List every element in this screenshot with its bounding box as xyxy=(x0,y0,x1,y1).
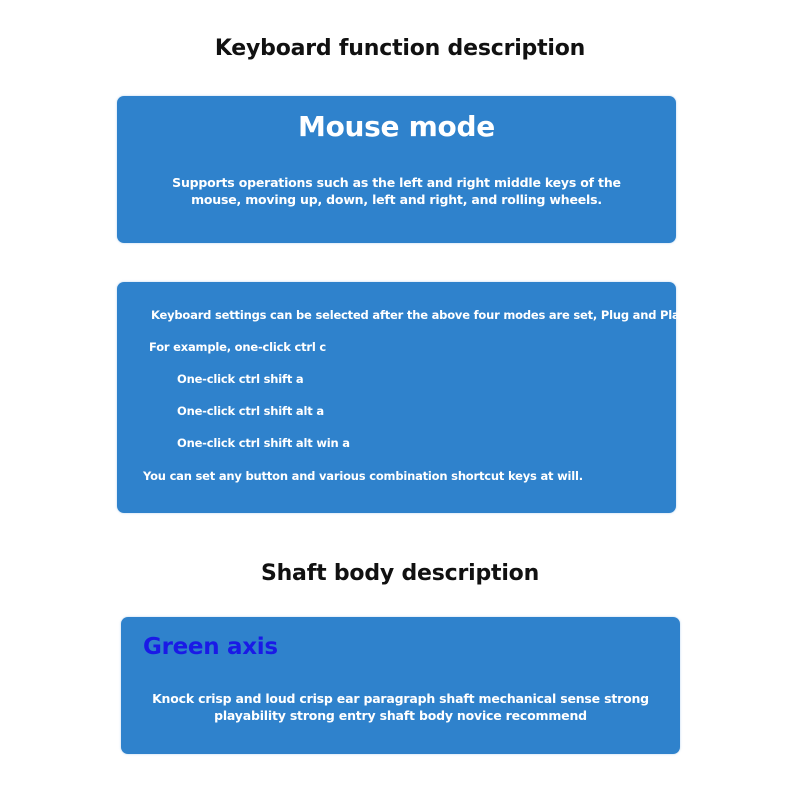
keyboard-example-ctrl-shift-alt-win-a: One-click ctrl shift alt win a xyxy=(177,436,350,450)
green-axis-heading: Green axis xyxy=(143,634,278,660)
green-axis-description-line-1: Knock crisp and loud crisp ear paragraph shaft mechanical sense strong xyxy=(152,691,649,706)
keyboard-settings-summary: You can set any button and various combination shortcut keys at will. xyxy=(143,469,583,483)
keyboard-settings-panel xyxy=(117,282,687,513)
keyboard-example-ctrl-c: For example, one-click ctrl c xyxy=(149,340,327,354)
keyboard-example-ctrl-shift-alt-a: One-click ctrl shift alt a xyxy=(177,404,324,418)
mouse-mode-panel xyxy=(117,96,676,243)
green-axis-description xyxy=(121,690,680,724)
green-axis-panel xyxy=(121,617,680,754)
mouse-mode-description-line-1: Supports operations such as the left and right middle keys of the xyxy=(172,175,621,190)
keyboard-example-ctrl-shift-a: One-click ctrl shift a xyxy=(177,372,304,386)
shaft-section-title: Shaft body description xyxy=(260,561,540,586)
keyboard-settings-intro: Keyboard settings can be selected after the above four modes are set, Plug and Play xyxy=(151,308,687,322)
mouse-mode-description-line-2: mouse, moving up, down, left and right, and rolling wheels. xyxy=(191,192,602,207)
page-title: Keyboard function description xyxy=(214,36,586,61)
green-axis-description-line-2: playability strong entry shaft body novice recommend xyxy=(214,708,587,723)
mouse-mode-description xyxy=(117,174,676,208)
mouse-mode-heading: Mouse mode xyxy=(298,110,495,143)
